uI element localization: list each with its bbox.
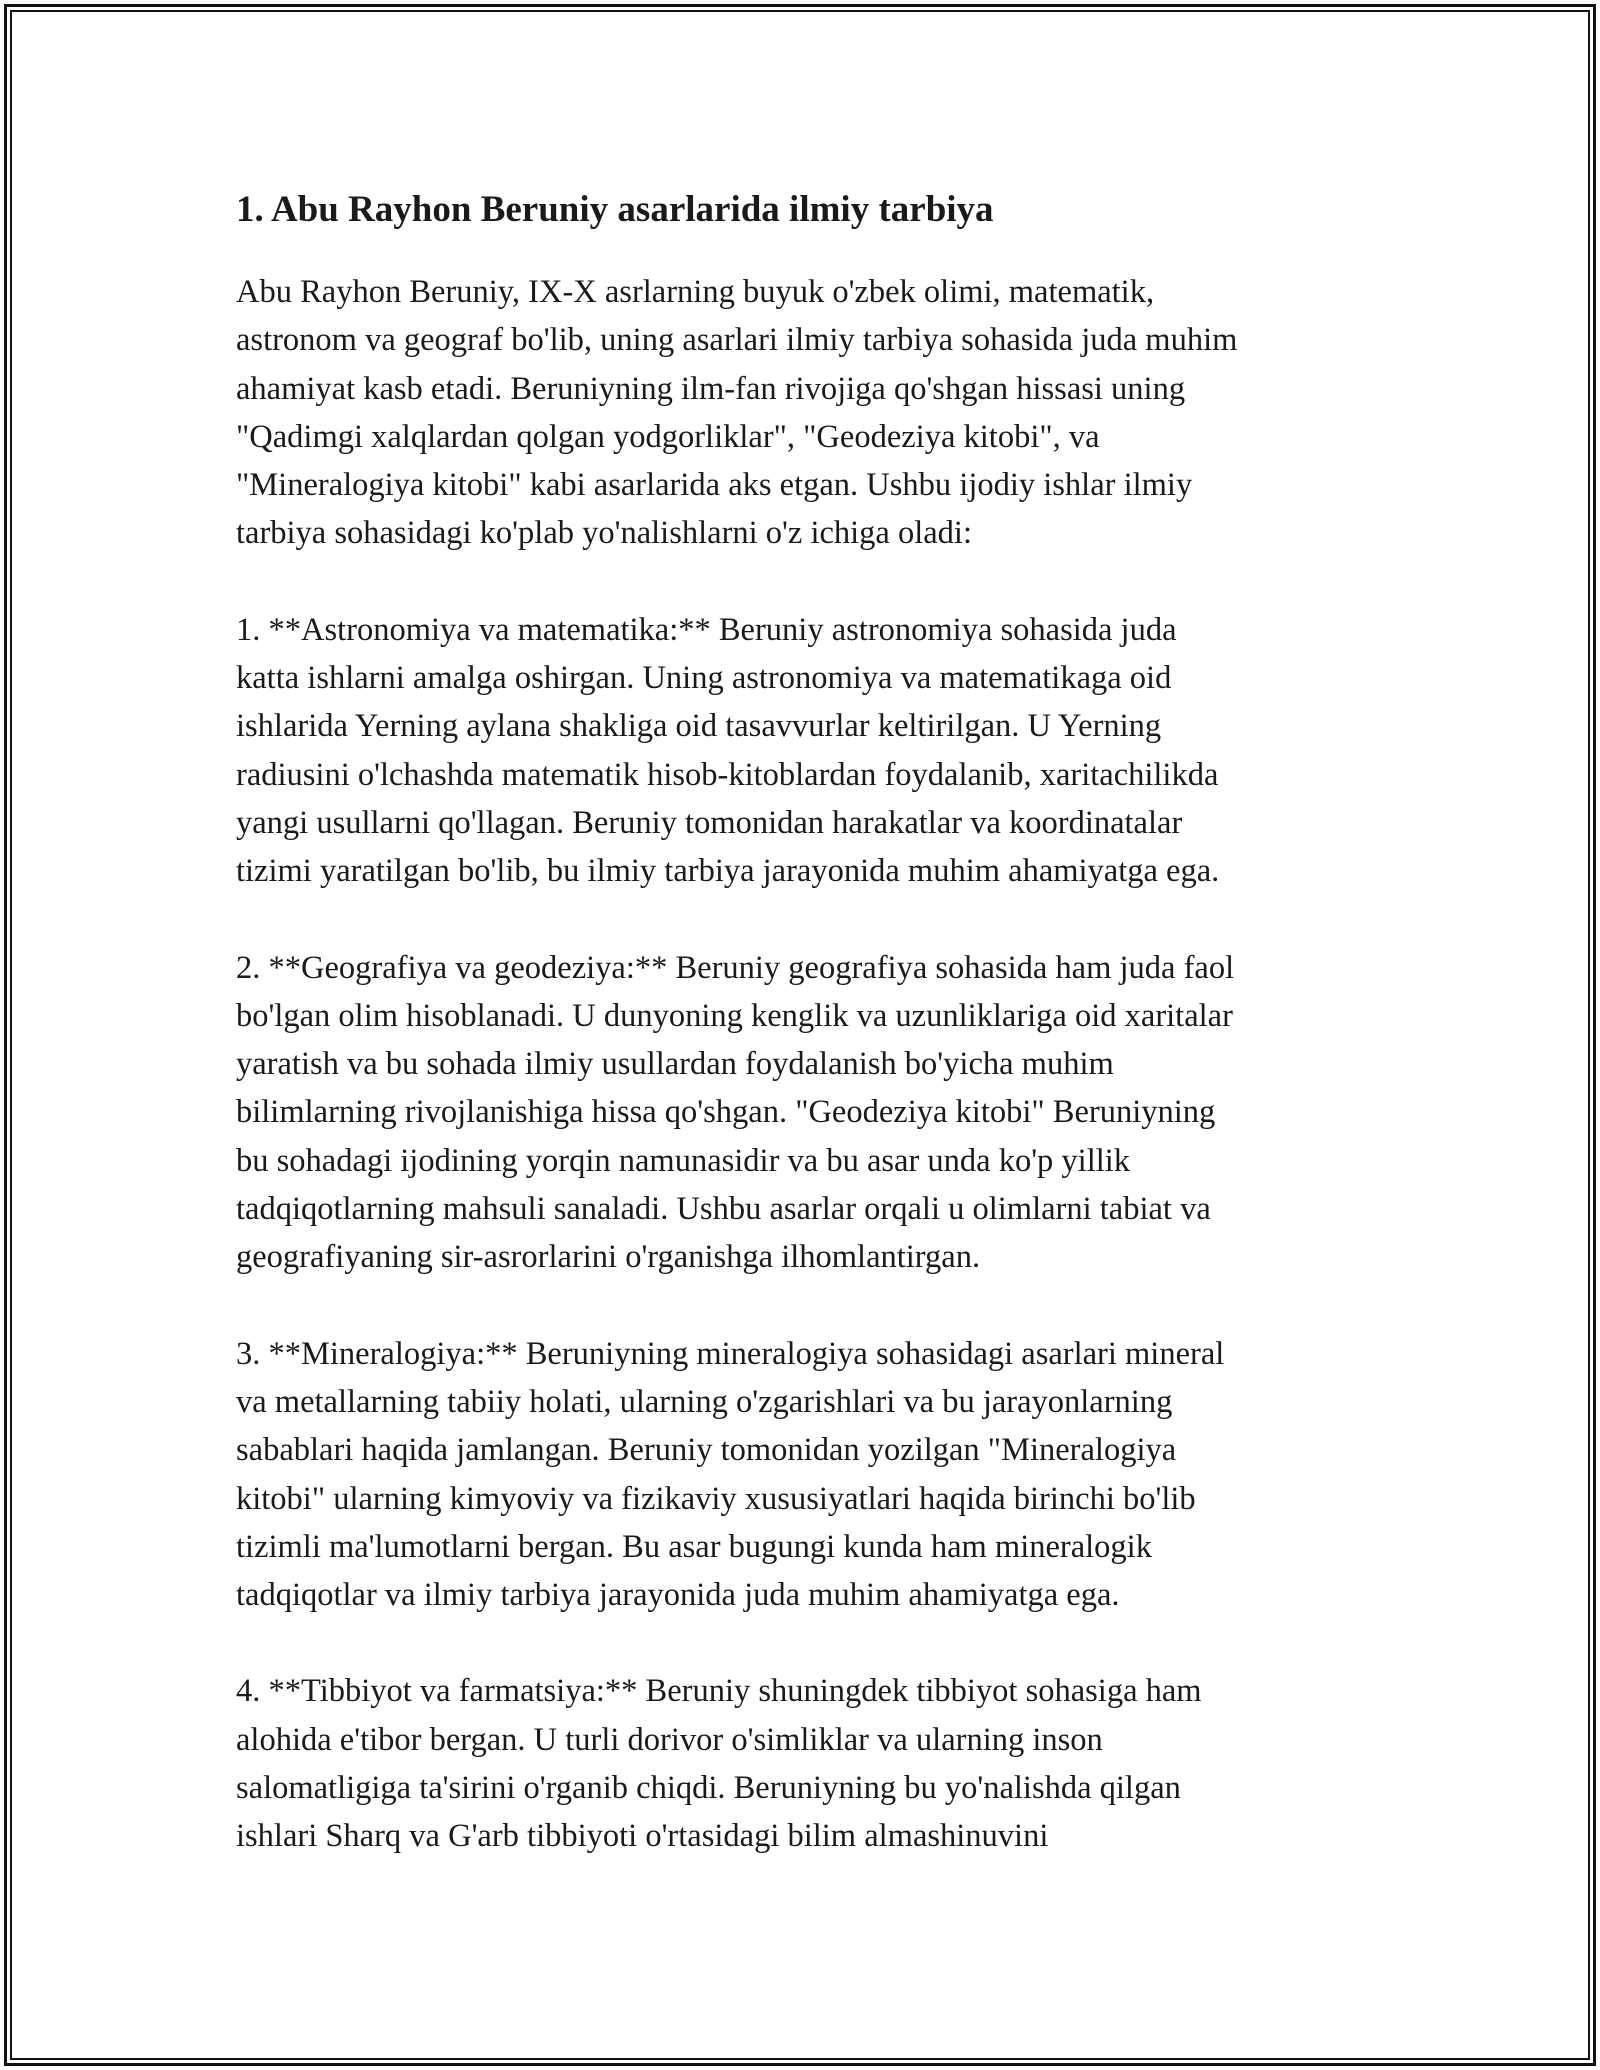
text-line: "Qadimgi xalqlardan qolgan yodgorliklar", "Geodeziya kitobi", va <box>236 418 1100 455</box>
text-line: ishlari Sharq va G'arb tibbiyoti o'rtasidagi bilim almashinuvini <box>236 1818 1049 1855</box>
paragraph-list <box>236 268 1366 1861</box>
text-line: 2. **Geografiya va geodeziya:** Beruniy geografiya sohasida ham juda faol <box>236 949 1235 986</box>
text-line: tarbiya sohasidagi ko'plab yo'nalishlarni o'z ichiga oladi: <box>236 515 972 552</box>
paragraph <box>236 606 1366 896</box>
text-line: 1. **Astronomiya va matematika:** Beruniy astronomiya sohasida juda <box>236 611 1177 648</box>
text-line: bilimlarning rivojlanishiga hissa qo'shgan. "Geodeziya kitobi" Beruniyning <box>236 1094 1216 1131</box>
text-line: katta ishlarni amalga oshirgan. Uning astronomiya va matematikaga oid <box>236 660 1172 697</box>
text-line: 4. **Tibbiyot va farmatsiya:** Beruniy shuningdek tibbiyot sohasiga ham <box>236 1673 1202 1710</box>
text-line: salomatligiga ta'sirini o'rganib chiqdi. Beruniyning bu yo'nalishda qilgan <box>236 1770 1181 1807</box>
text-line: yangi usullarni qo'llagan. Beruniy tomonidan harakatlar va koordinatalar <box>236 804 1183 841</box>
text-line: astronom va geograf bo'lib, uning asarlari ilmiy tarbiya sohasida juda muhim <box>236 322 1238 359</box>
text-line: radiusini o'lchashda matematik hisob-kitoblardan foydalanib, xaritachilikda <box>236 756 1219 793</box>
text-line: kitobi" ularning kimyoviy va fizikaviy xususiyatlari haqida birinchi bo'lib <box>236 1480 1196 1517</box>
text-line: yaratish va bu sohada ilmiy usullardan foydalanish bo'yicha muhim <box>236 1046 1114 1083</box>
text-line: tizimli ma'lumotlarni bergan. Bu asar bugungi kunda ham mineralogik <box>236 1528 1152 1565</box>
text-line: alohida e'tibor bergan. U turli dorivor o'simliklar va ularning inson <box>236 1721 1103 1758</box>
paragraph <box>236 944 1366 1282</box>
text-line: ishlarida Yerning aylana shakliga oid tasavvurlar keltirilgan. U Yerning <box>236 708 1162 745</box>
document-body <box>236 186 1366 1909</box>
text-line: bu sohadagi ijodining yorqin namunasidir va bu asar unda ko'p yillik <box>236 1142 1131 1179</box>
text-line: ahamiyat kasb etadi. Beruniyning ilm-fan rivojiga qo'shgan hissasi uning <box>236 370 1186 407</box>
text-line: tadqiqotlar va ilmiy tarbiya jarayonida juda muhim ahamiyatga ega. <box>236 1577 1120 1614</box>
text-line: "Mineralogiya kitobi" kabi asarlarida aks etgan. Ushbu ijodiy ishlar ilmiy <box>236 467 1193 504</box>
text-line: sabablari haqida jamlangan. Beruniy tomonidan yozilgan "Mineralogiya <box>236 1432 1177 1469</box>
text-line: va metallarning tabiiy holati, ularning o'zgarishlari va bu jarayonlarning <box>236 1383 1173 1420</box>
document-title: 1. Abu Rayhon Beruniy asarlarida ilmiy tarbiya <box>236 189 994 230</box>
text-line: geografiyaning sir-asrorlarini o'rganishga ilhomlantirgan. <box>236 1239 981 1276</box>
text-line: Abu Rayhon Beruniy, IX-X asrlarning buyuk o'zbek olimi, matematik, <box>236 274 1155 310</box>
text-line: bo'lgan olim hisoblanadi. U dunyoning kenglik va uzunliklariga oid xaritalar <box>236 997 1233 1034</box>
paragraph <box>236 1330 1366 1620</box>
paragraph <box>236 1667 1366 1860</box>
text-line: 3. **Mineralogiya:** Beruniyning mineralogiya sohasidagi asarlari mineral <box>236 1335 1225 1372</box>
text-line: tadqiqotlarning mahsuli sanaladi. Ushbu asarlar orqali u olimlarni tabiat va <box>236 1191 1211 1228</box>
paragraph <box>236 268 1366 558</box>
text-line: tizimi yaratilgan bo'lib, bu ilmiy tarbiya jarayonida muhim ahamiyatga ega. <box>236 853 1220 890</box>
